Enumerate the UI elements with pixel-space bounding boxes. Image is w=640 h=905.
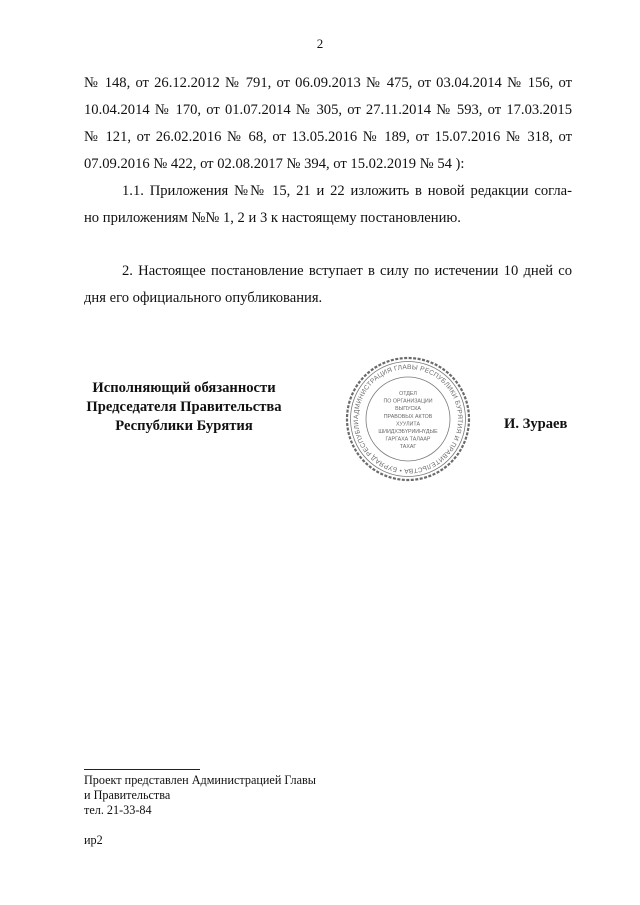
signatory-title [84,379,284,436]
seal-center-line: ТАХАГ [399,444,417,451]
seal-center-line: ШИИДХЭБҮРИИНҮДЫЕ [378,429,438,435]
signatory-title-line-2: Председателя Правительства [86,399,282,415]
paragraph-spacer [84,232,572,258]
seal-center-line: ОТДЕЛ [399,391,417,397]
signatory-title-line-3: Республики Бурятия [115,418,253,434]
seal-center-line: ПРАВОВЫХ АКТОВ [383,413,433,420]
text-line-2: 10.04.2014 № 170, от 01.07.2014 № 305, от 27.11.2014 № 593, от 17.03.2015 [84,102,572,118]
item-2-line-2: дня его официального опубликования. [84,290,323,306]
seal-center-line: ГАРГАХА ТАЛААР [385,436,431,443]
footer-note-line-1: Проект представлен Администрацией Главы [84,773,316,787]
footer-phone: тел. 21-33-84 [84,803,152,817]
text-line-3: № 121, от 26.02.2016 № 68, от 13.05.2016 № 189, от 15.07.2016 № 318, от [84,129,572,145]
signatory-name: И. Зураев [504,416,568,432]
seal-center-line: ПО ОРГАНИЗАЦИИ [383,398,433,405]
body-text [84,70,572,312]
seal-ring-text: АДМИНИСТРАЦИЯ ГЛАВЫ РЕСПУБЛИКИ БУРЯТИЯ И ПРАВИТЕЛЬСТВА • БУРЯАД РЕСПУБЛИ [352,363,464,475]
page-number: 2 [316,36,324,51]
seal-graphic [344,355,472,483]
seal-center-line: ВЫПУСКА [395,406,421,413]
text-line-1: № 148, от 26.12.2012 № 791, от 06.09.2013 № 475, от 03.04.2014 № 156, от [84,75,572,91]
footer-note [84,773,316,818]
signatory-title-line-1: Исполняющий обязанности [92,380,276,396]
item-1-1-line-2: но приложениям №№ 1, 2 и 3 к настоящему постановлению. [84,210,461,226]
item-2-line-1: 2. Настоящее постановление вступает в силу по истечении 10 дней со [122,263,572,279]
footer-code: ир2 [84,833,103,847]
footer-note-line-2: и Правительства [84,788,171,802]
official-seal-stamp [344,355,472,483]
seal-center-line: ХУУЛИТА [396,421,420,428]
text-line-4: 07.09.2016 № 422, от 02.08.2017 № 394, от 15.02.2019 № 54 ): [84,156,465,172]
item-1-1-line-1: 1.1. Приложения №№ 15, 21 и 22 изложить в новой редакции согла- [122,183,572,199]
seal-center-text [378,391,438,450]
footer-divider [84,769,200,770]
